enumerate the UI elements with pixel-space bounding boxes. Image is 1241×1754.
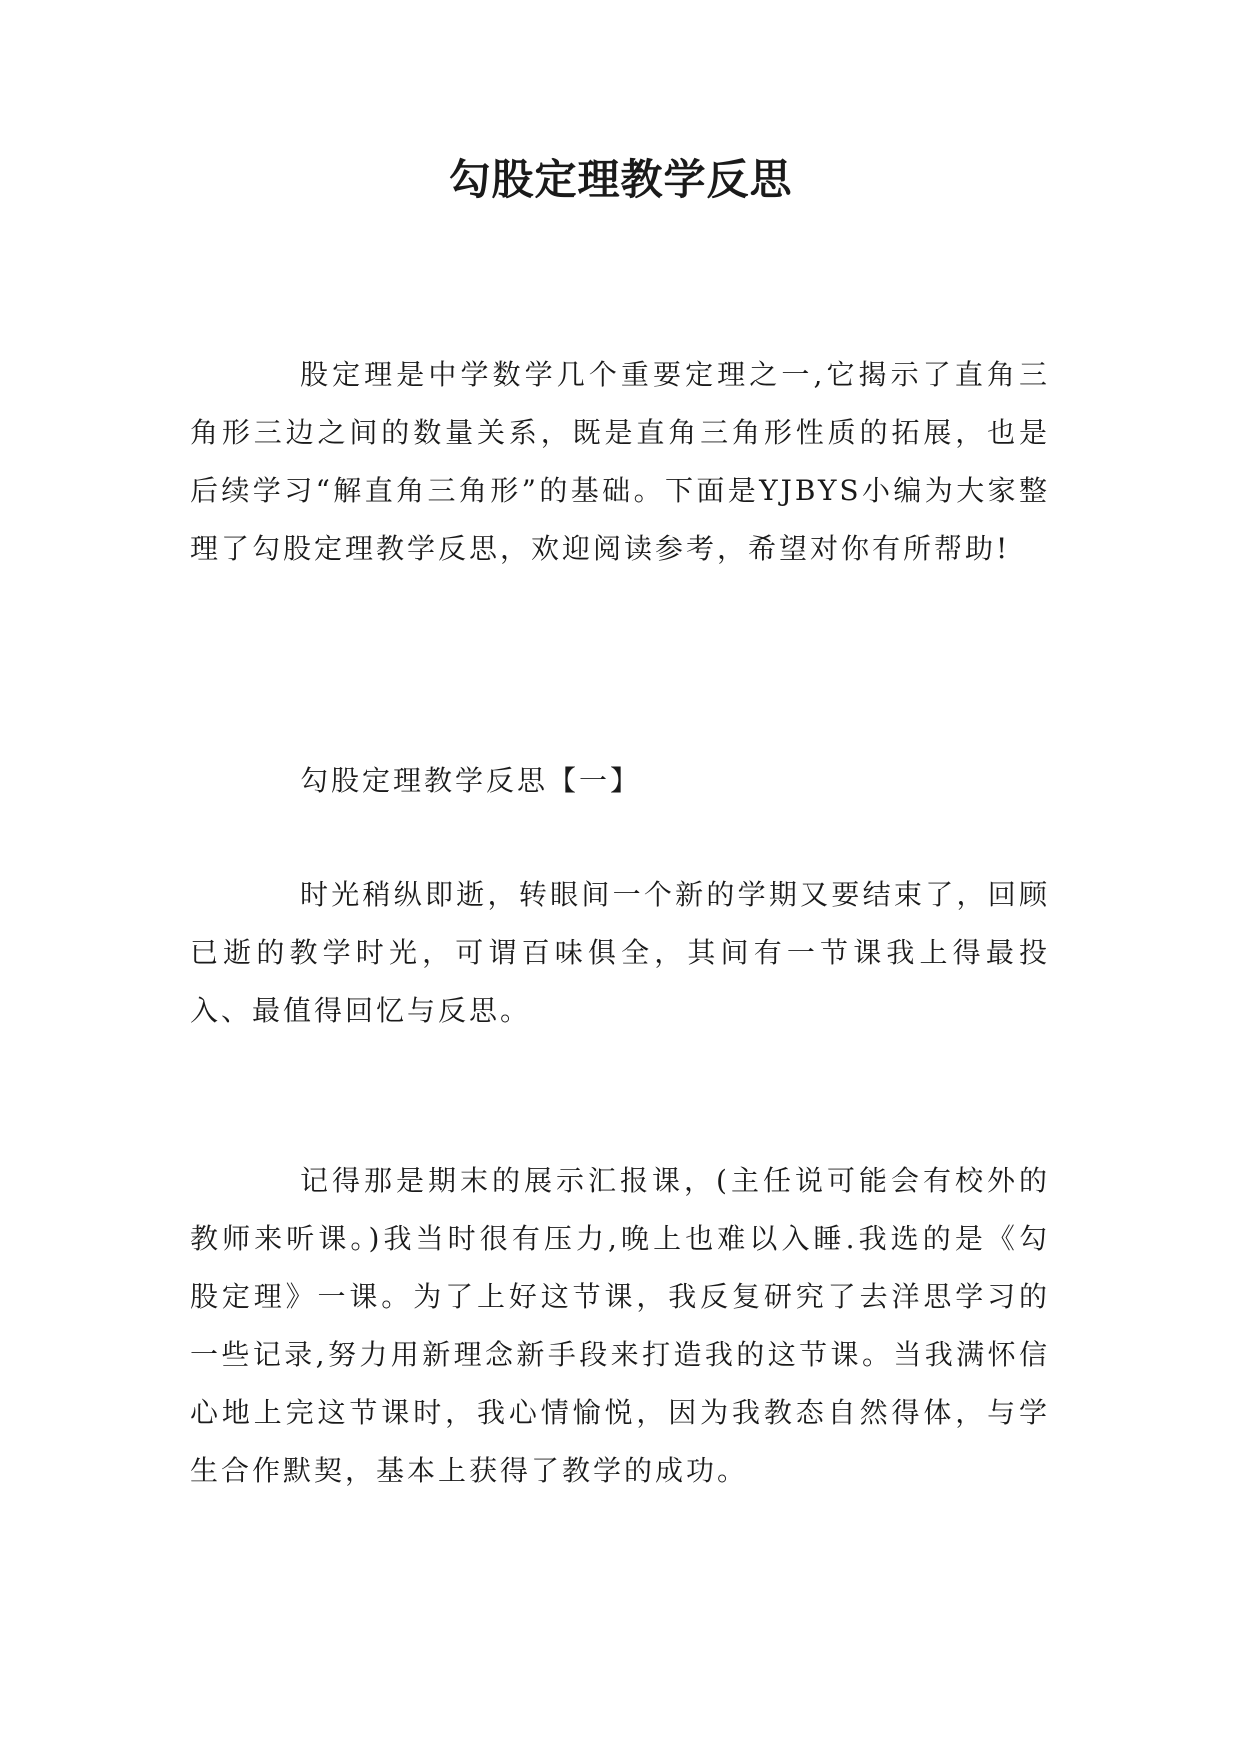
body-paragraph-2: 记得那是期末的展示汇报课，(主任说可能会有校外的教师来听课。)我当时很有压力,晚上也难以入睡.我选的是《勾股定理》一课。为了上好这节课，我反复研究了去洋思学习的一些记录,努力用新理念新手段来打造我的这节课。当我满怀信心地上完这节课时，我心情愉悦，因为我教态自然得体，与学生合作默契，基本上获得了教学的成功。 <box>190 1164 1050 1487</box>
intro-paragraph: 股定理是中学数学几个重要定理之一,它揭示了直角三角形三边之间的数量关系，既是直角三角形性质的拓展，也是后续学习“解直角三角形”的基础。下面是YJBYS小编为大家整理了勾股定理教学反思，欢迎阅读参考，希望对你有所帮助! <box>190 358 1050 565</box>
body-paragraph-1: 时光稍纵即逝，转眼间一个新的学期又要结束了，回顾已逝的教学时光，可谓百味俱全，其间有一节课我上得最投入、最值得回忆与反思。 <box>190 878 1050 1027</box>
document-title: 勾股定理教学反思 <box>448 155 793 204</box>
section-heading: 勾股定理教学反思【一】 <box>300 764 642 797</box>
